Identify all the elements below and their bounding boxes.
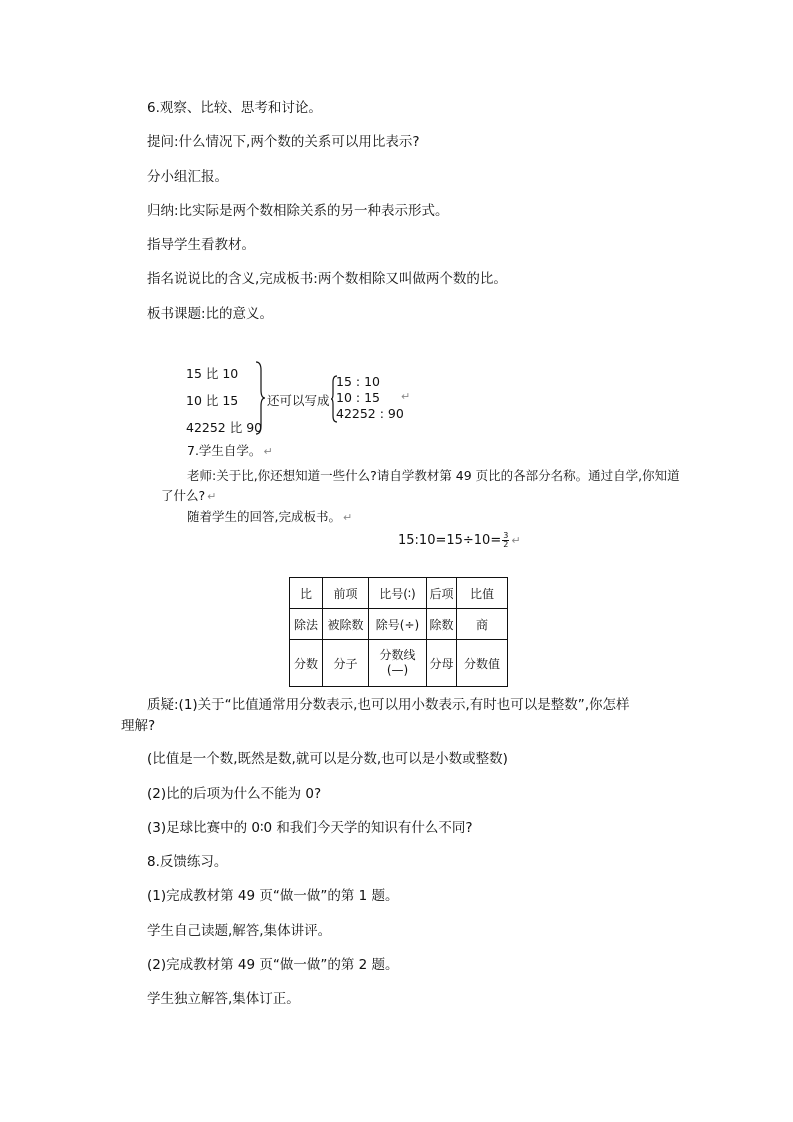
- teacher-question-line1: 老师:关于比,你还想知道一些什么?请自学教材第 49 页比的各部分名称。通过自学,你知道: [187, 468, 680, 483]
- table-cell: 后项: [427, 578, 457, 609]
- table-cell: 分数值: [457, 640, 508, 687]
- left-item-2: 10 比 15: [186, 393, 239, 408]
- practice-item-2-note: 学生独立解答,集体订正。: [147, 991, 300, 1007]
- table-row: [290, 640, 508, 687]
- practice-item-1-note: 学生自己读题,解答,集体讲评。: [147, 923, 332, 939]
- table-row: [290, 609, 508, 640]
- practice-item-1: (1)完成教材第 49 页“做一做”的第 1 题。: [147, 888, 399, 904]
- question-3: (3)足球比赛中的 0∶0 和我们今天学的知识有什么不同?: [147, 820, 473, 836]
- right-item-1: 15 : 10: [336, 374, 380, 389]
- table-cell: 分子: [323, 640, 369, 687]
- table-cell: 除号(÷): [369, 609, 427, 640]
- paragraph-question: 提问:什么情况下,两个数的关系可以用比表示?: [147, 134, 420, 150]
- table-cell: 商: [457, 609, 508, 640]
- left-item-1: 15 比 10: [186, 366, 239, 381]
- fraction: $\frac{3}{2}$: [503, 531, 509, 549]
- right-item-3: 42252 : 90: [336, 406, 404, 421]
- table-row: [290, 578, 508, 609]
- right-item-2: 10 : 15: [336, 390, 380, 405]
- question-1-line2: 理解?: [121, 718, 156, 734]
- practice-heading: 8.反馈练习。: [147, 854, 228, 870]
- paragraph-title: 板书课题:比的意义。: [147, 306, 274, 322]
- table-cell: 分数线 (—): [369, 640, 427, 687]
- table-cell: 比号(∶): [369, 578, 427, 609]
- table-cell: 除数: [427, 609, 457, 640]
- paragraph-group-report: 分小组汇报。: [147, 169, 228, 185]
- ratio-parts-table: [289, 577, 508, 687]
- question-1-answer: (比值是一个数,既然是数,就可以是分数,也可以是小数或整数): [147, 751, 508, 767]
- table-cell: 除法: [290, 609, 323, 640]
- connector-text: 还可以写成: [267, 393, 330, 408]
- table-cell: 比值: [457, 578, 508, 609]
- left-item-3: 42252 比 90: [186, 420, 263, 435]
- ratio-brace-group: [186, 360, 426, 436]
- paragraph-summary: 归纳:比实际是两个数相除关系的另一种表示形式。: [147, 203, 449, 219]
- self-study-heading: 7.学生自学。 ↵: [187, 443, 273, 458]
- table-cell: 比: [290, 578, 323, 609]
- follow-answers: 随着学生的回答,完成板书。 ↵: [187, 509, 353, 524]
- table-cell: 被除数: [323, 609, 369, 640]
- paragraph-meaning: 指名说说比的含义,完成板书:两个数相除又叫做两个数的比。: [147, 271, 507, 287]
- ratio-formula: 15:10=15÷10= $\frac{3}{2}$ ↵: [398, 531, 521, 549]
- practice-item-2: (2)完成教材第 49 页“做一做”的第 2 题。: [147, 957, 399, 973]
- teacher-question-line2: 了什么? ↵: [161, 488, 217, 503]
- right-brace-icon: [254, 360, 266, 436]
- question-2: (2)比的后项为什么不能为 0?: [147, 786, 322, 802]
- return-mark: ↵: [401, 390, 411, 403]
- table-cell: 前项: [323, 578, 369, 609]
- question-1-line1: 质疑:(1)关于“比值通常用分数表示,也可以用小数表示,有时也可以是整数”,你怎样: [147, 697, 630, 713]
- table-cell: 分母: [427, 640, 457, 687]
- table-cell: 分数: [290, 640, 323, 687]
- paragraph-observe: 6.观察、比较、思考和讨论。: [147, 100, 322, 116]
- paragraph-guide: 指导学生看教材。: [147, 237, 255, 253]
